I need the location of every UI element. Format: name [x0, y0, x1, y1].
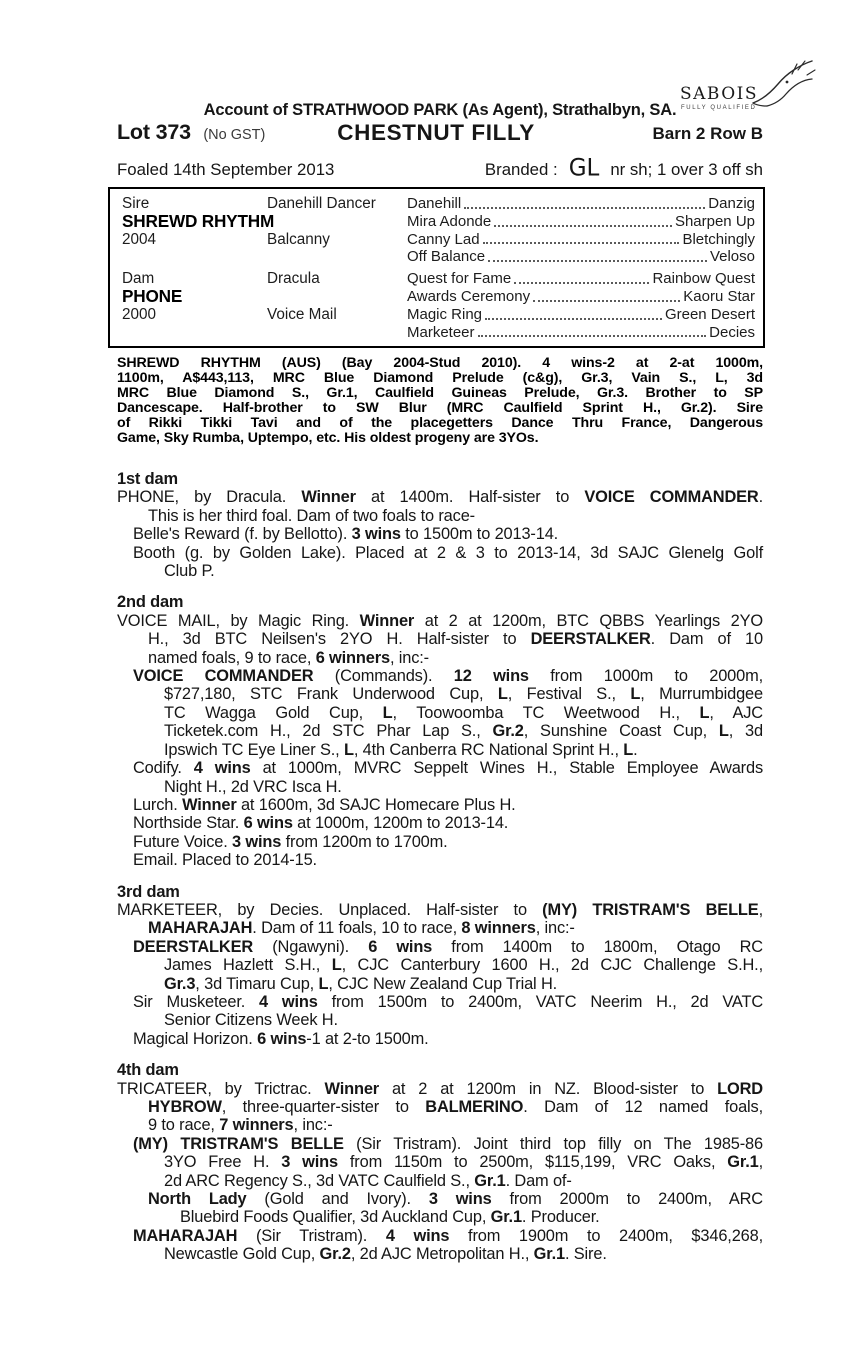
text: , inc:- — [389, 648, 429, 667]
text: , Murrumbidgee — [640, 685, 763, 704]
bold-text: L — [699, 703, 710, 722]
text: , Sunshine Coast Cup, — [523, 722, 719, 741]
pedigree-ancestor-sire: Bletchingly — [682, 230, 755, 248]
text: , AJC — [709, 703, 763, 722]
bold-text: Winner — [301, 488, 356, 507]
sabois-logo-text: SABOIS — [680, 84, 759, 104]
text: . Dam of 10 — [650, 630, 763, 649]
bold-text: (MY) TRISTRAM'S BELLE — [133, 1134, 344, 1153]
text-line — [117, 901, 763, 919]
bold-text: 4 wins — [259, 992, 318, 1011]
bold-text: 3 wins — [281, 1153, 338, 1172]
pedigree-generation-1 — [122, 195, 275, 346]
text-line — [117, 814, 763, 832]
pedigree-parent — [267, 288, 407, 306]
text: Email. Placed to 2014-15. — [133, 851, 317, 870]
summary-line: SHREWD RHYTHM (AUS) (Bay 2004-Stud 2010). 4 wins-2 at 2-at 1000m, — [117, 355, 763, 371]
text: , 3d — [728, 722, 763, 741]
text-line — [117, 667, 763, 685]
pedigree-ancestor-row — [407, 213, 755, 231]
text: . Dam of 11 foals, 10 to race, — [252, 919, 462, 938]
bold-text: Gr.1 — [533, 1245, 565, 1264]
bold-text: LORD — [717, 1079, 763, 1098]
bold-text: BALMERINO — [425, 1098, 524, 1116]
text-line — [117, 1245, 763, 1263]
pedigree-parent — [267, 213, 407, 231]
pedigree-ancestor-row — [407, 288, 755, 306]
text: Ipswich TC Eye Liner S., — [164, 740, 344, 759]
pedigree-cell: Sire — [122, 195, 150, 212]
text: Night H., 2d VRC Isca H. — [164, 777, 342, 796]
dotted-leader — [485, 318, 662, 320]
text: . — [758, 488, 764, 507]
text: (Ngawyni). — [253, 937, 369, 956]
pedigree-ancestor-sire: Decies — [709, 323, 755, 341]
text-line — [117, 488, 763, 506]
section-heading: 4th dam — [117, 1061, 179, 1080]
bold-text: HYBROW — [148, 1098, 222, 1116]
bold-text: VOICE COMMANDER — [133, 667, 314, 686]
pedigree-parent — [267, 324, 407, 342]
bold-text: 4 wins — [385, 1226, 450, 1245]
text: from 1500m to 2400m, VATC Neerim H., 2d VATC — [317, 992, 764, 1011]
text: (Sir Tristram). Joint third top filly on The 1985-86 — [343, 1134, 763, 1153]
bold-text: DEERSTALKER — [530, 630, 651, 649]
bold-text: 4 wins — [193, 759, 251, 778]
bold-text: Gr.1 — [474, 1171, 506, 1190]
branded-label: Branded : — [484, 160, 558, 179]
bold-text: L — [623, 740, 634, 759]
pedigree-ancestor-sire: Danzig — [708, 195, 755, 212]
pedigree-cell — [122, 324, 267, 342]
dam-section — [117, 883, 763, 1049]
text-line — [117, 1098, 763, 1116]
text-line — [117, 741, 763, 759]
text-line — [117, 851, 763, 869]
pedigree-ancestor-sire: Rainbow Quest — [652, 270, 755, 288]
text-line — [117, 544, 763, 562]
dotted-leader — [494, 225, 672, 227]
text: at 1000m, 1200m to 2013-14. — [292, 814, 509, 833]
pedigree-ancestor-row — [407, 324, 755, 342]
pedigree-ancestor-row — [407, 231, 755, 249]
dam-section — [117, 470, 763, 580]
text: from 1150m to 2500m, $115,199, VRC Oaks, — [337, 1153, 728, 1172]
text: Lurch. — [133, 795, 183, 814]
pedigree-ancestor: Quest for Fame — [407, 270, 512, 288]
pedigree-table — [108, 187, 765, 348]
dam-section — [117, 593, 763, 869]
text-line — [117, 1227, 763, 1245]
text: Codify. — [133, 759, 194, 778]
text-line — [117, 704, 763, 722]
text: (Sir Tristram). — [237, 1226, 386, 1245]
lot-number: Lot 373 — [117, 120, 191, 144]
pedigree-ancestor-row — [407, 248, 755, 266]
pedigree-ancestor: Magic Ring — [407, 305, 483, 323]
bold-text: 6 wins — [257, 1029, 307, 1048]
pedigree-ancestor: Awards Ceremony — [407, 287, 531, 305]
text: . Dam of 12 named foals, — [523, 1098, 763, 1116]
bold-text: DEERSTALKER — [133, 937, 254, 956]
bold-text: (MY) TRISTRAM'S BELLE — [542, 900, 759, 919]
text: This is her third foal. Dam of two foals to race- — [148, 506, 475, 525]
text: Newcastle Gold Cup, — [164, 1245, 320, 1264]
text-line — [117, 507, 763, 525]
text: from 1000m to 2000m, — [528, 667, 764, 686]
pedigree-ancestor-sire: Green Desert — [664, 305, 755, 323]
summary-line: of Rikki Tikki Tavi and of the placegetters Dance Thru France, Dangerous — [117, 414, 763, 431]
dotted-leader — [483, 242, 680, 244]
pedigree-parent — [267, 248, 407, 266]
text: , CJC New Zealand Cup Trial H. — [328, 974, 558, 993]
text: Magical Horizon. — [133, 1029, 258, 1048]
pedigree-ancestor: Canny Lad — [407, 230, 480, 248]
text: H., 3d BTC Neilsen's 2YO H. Half-sister to — [148, 630, 531, 649]
pedigree-cell: SHREWD RHYTHM — [122, 210, 275, 231]
brand-description: nr sh; 1 over 3 off sh — [610, 160, 763, 179]
text: at 2 at 1200m, BTC QBBS Yearlings 2YO — [414, 611, 763, 630]
summary-line: MRC Blue Diamond S., Gr.1, Caulfield Guineas Prelude, Gr.3. Brother to SP — [117, 384, 763, 401]
bold-text: 7 winners — [219, 1116, 294, 1135]
text: Belle's Reward (f. by Bellotto). — [133, 525, 352, 544]
pedigree-ancestor: Marketeer — [407, 323, 475, 341]
summary-line: Dancescape. Half-brother to SW Blur (MRC Caulfield Sprint H., Gr.2). Sire — [117, 399, 763, 416]
bold-text: L — [718, 722, 729, 741]
text: Ticketek.com H., 2d STC Phar Lap S., — [164, 722, 493, 741]
pedigree-ancestor-sire: Veloso — [709, 248, 755, 266]
text: , — [758, 900, 763, 919]
bold-text: Gr.2 — [319, 1245, 351, 1264]
text: Future Voice. — [133, 832, 233, 851]
bold-text: 6 winners — [315, 648, 390, 667]
text: (Commands). — [313, 667, 454, 686]
text: , — [758, 1153, 763, 1172]
text: from 1900m to 2400m, $346,268, — [449, 1226, 763, 1245]
bold-text: 6 wins — [243, 814, 293, 833]
pedigree-ancestor: Off Balance — [407, 248, 486, 266]
text-line — [117, 612, 763, 630]
pedigree-cell: Dam — [122, 270, 155, 288]
text-line — [117, 1080, 763, 1098]
pedigree-generation-2 — [267, 195, 407, 346]
bold-text: 3 wins — [428, 1190, 492, 1209]
pedigree-ancestor: Mira Adonde — [407, 212, 492, 230]
dotted-leader — [533, 300, 680, 302]
text: MARKETEER, by Decies. Unplaced. Half-sister to — [117, 900, 543, 919]
bold-text: Winner — [324, 1079, 380, 1098]
text-line — [117, 1030, 763, 1048]
dotted-leader — [464, 207, 705, 209]
text: at 1400m. Half-sister to — [355, 488, 585, 507]
text: named foals, 9 to race, — [148, 648, 316, 667]
text-line — [117, 919, 763, 937]
bold-text: L — [331, 956, 342, 975]
brand-mark: GL — [568, 154, 600, 182]
text: at 2 at 1200m in NZ. Blood-sister to — [379, 1079, 718, 1098]
pedigree-parent: Balcanny — [267, 230, 330, 248]
barn-location: Barn 2 Row B — [652, 124, 763, 143]
bold-text: 3 wins — [232, 832, 282, 851]
bold-text: Gr.1 — [490, 1208, 522, 1227]
section-heading: 3rd dam — [117, 882, 180, 901]
bold-text: L — [497, 685, 508, 704]
pedigree-ancestor-sire: Sharpen Up — [674, 212, 755, 230]
sire-summary — [117, 356, 763, 445]
text: , 4th Canberra RC National Sprint H., — [353, 740, 624, 759]
section-heading: 2nd dam — [117, 593, 184, 612]
text: Club P. — [164, 562, 215, 581]
text: , inc:- — [293, 1116, 333, 1135]
text-line — [117, 1011, 763, 1029]
bold-text: L — [630, 685, 641, 704]
pedigree-ancestor-row — [407, 270, 755, 288]
text-line — [117, 833, 763, 851]
pedigree-cell: PHONE — [122, 285, 183, 306]
pedigree-ancestor-row — [407, 195, 755, 213]
text: , Toowoomba TC Weetwood H., — [392, 703, 700, 722]
text-line — [117, 956, 763, 974]
dam-sections — [117, 462, 763, 1264]
text: 2d ARC Regency S., 3d VATC Caulfield S., — [164, 1171, 475, 1190]
text-line — [117, 685, 763, 703]
page-title: CHESTNUT FILLY — [337, 120, 535, 145]
bold-text: MAHARAJAH — [133, 1226, 238, 1245]
bold-text: L — [382, 703, 393, 722]
dotted-leader — [478, 335, 707, 337]
bold-text: MAHARAJAH — [148, 919, 253, 938]
bold-text: Gr.1 — [727, 1153, 759, 1172]
dam-section — [117, 1061, 763, 1263]
text: , Festival S., — [507, 685, 631, 704]
text: , three-quarter-sister to — [221, 1098, 426, 1116]
text: Northside Star. — [133, 814, 244, 833]
bold-text: Gr.3 — [164, 974, 196, 993]
text: from 1200m to 1700m. — [281, 832, 448, 851]
text: $727,180, STC Frank Underwood Cup, — [164, 685, 498, 704]
text: James Hazlett S.H., — [164, 956, 332, 975]
pedigree-ancestor-row — [407, 306, 755, 324]
text: 9 to race, — [148, 1116, 220, 1135]
dotted-leader — [514, 282, 649, 284]
text: TRICATEER, by Trictrac. — [117, 1079, 325, 1098]
bold-text: VOICE COMMANDER — [584, 488, 759, 507]
pedigree-generation-3 — [407, 195, 755, 346]
text: . Dam of- — [505, 1171, 572, 1190]
text-line — [117, 562, 763, 580]
text: . — [633, 740, 638, 759]
text-line — [117, 1190, 763, 1208]
bold-text: Gr.2 — [492, 722, 524, 741]
bold-text: L — [318, 974, 329, 993]
sabois-logo — [680, 58, 810, 118]
section-heading: 1st dam — [117, 470, 178, 488]
text: , 3d Timaru Cup, — [195, 974, 319, 993]
text-line — [117, 1172, 763, 1190]
bold-text: 6 wins — [368, 937, 433, 956]
text: Senior Citizens Week H. — [164, 1011, 338, 1030]
pedigree-ancestor-sire: Kaoru Star — [683, 287, 755, 305]
text: (Gold and Ivory). — [246, 1190, 429, 1209]
text-line — [117, 1153, 763, 1171]
lot-line — [117, 120, 763, 150]
summary-line: 1100m, A$443,113, MRC Blue Diamond Prelude (c&g), Gr.3, Vain S., L, 3d — [117, 369, 763, 386]
sabois-logo-subtext: FULLY QUALIFIED — [681, 105, 757, 111]
text: -1 at 2-to 1500m. — [306, 1029, 429, 1048]
text-line — [117, 722, 763, 740]
pedigree-parent: Dracula — [267, 270, 320, 288]
bold-text: Winner — [182, 795, 237, 814]
foaled-date: Foaled 14th September 2013 — [117, 160, 335, 179]
text: VOICE MAIL, by Magic Ring. — [117, 611, 360, 630]
text: Booth (g. by Golden Lake). Placed at 2 & 3 to 2013-14, 3d SAJC Glenelg Golf — [133, 543, 763, 562]
text-line — [117, 649, 763, 667]
bold-text: 12 wins — [453, 667, 529, 686]
summary-line: Game, Sky Rumba, Uptempo, etc. His oldest progeny are 3YOs. — [117, 429, 539, 446]
text: . Sire. — [564, 1245, 607, 1264]
pedigree-cell — [122, 248, 267, 266]
text-line — [117, 938, 763, 956]
pedigree-cell: 2004 — [122, 230, 157, 248]
text: to 1500m to 2013-14. — [400, 525, 559, 544]
text-line — [117, 630, 763, 648]
text-line — [117, 759, 763, 777]
gst-note: (No GST) — [203, 127, 266, 143]
text: from 1400m to 1800m, Otago RC — [432, 937, 763, 956]
text-line — [117, 993, 763, 1011]
text: PHONE, by Dracula. — [117, 488, 302, 507]
text: at 1000m, MVRC Seppelt Wines H., Stable Employee Awards — [250, 759, 764, 778]
pedigree-parent: Voice Mail — [267, 305, 337, 323]
text: . Producer. — [521, 1208, 600, 1227]
text: TC Wagga Gold Cup, — [164, 703, 383, 722]
pedigree-parent: Danehill Dancer — [267, 195, 376, 212]
text-line — [117, 778, 763, 796]
text: Bluebird Foods Qualifier, 3d Auckland Cup, — [180, 1208, 491, 1227]
bold-text: L — [343, 740, 354, 759]
text: at 1600m, 3d SAJC Homecare Plus H. — [236, 795, 516, 814]
text: , CJC Canterbury 1600 H., 2d CJC Challenge S.H., — [341, 956, 763, 975]
text: , inc:- — [535, 919, 575, 938]
text: , 2d AJC Metropolitan H., — [350, 1245, 534, 1264]
text: 3YO Free H. — [164, 1153, 282, 1172]
account-line: Account of STRATHWOOD PARK (As Agent), Strathalbyn, SA. — [203, 101, 677, 119]
text-line — [117, 1116, 763, 1134]
bold-text: 3 wins — [351, 525, 401, 544]
text: from 2000m to 2400m, ARC — [491, 1190, 763, 1209]
bold-text: 8 winners — [461, 919, 536, 938]
pedigree-ancestor: Danehill — [407, 195, 462, 212]
foaled-line — [117, 156, 763, 182]
bold-text: Winner — [359, 611, 415, 630]
bold-text: North Lady — [148, 1190, 247, 1209]
branded-group — [485, 156, 763, 180]
text-line — [117, 525, 763, 543]
dotted-leader — [488, 260, 707, 262]
text-line — [117, 1208, 763, 1226]
text-line — [117, 975, 763, 993]
text: Sir Musketeer. — [133, 992, 260, 1011]
text-line — [117, 1135, 763, 1153]
pedigree-cell: 2000 — [122, 305, 157, 323]
text-line — [117, 796, 763, 814]
